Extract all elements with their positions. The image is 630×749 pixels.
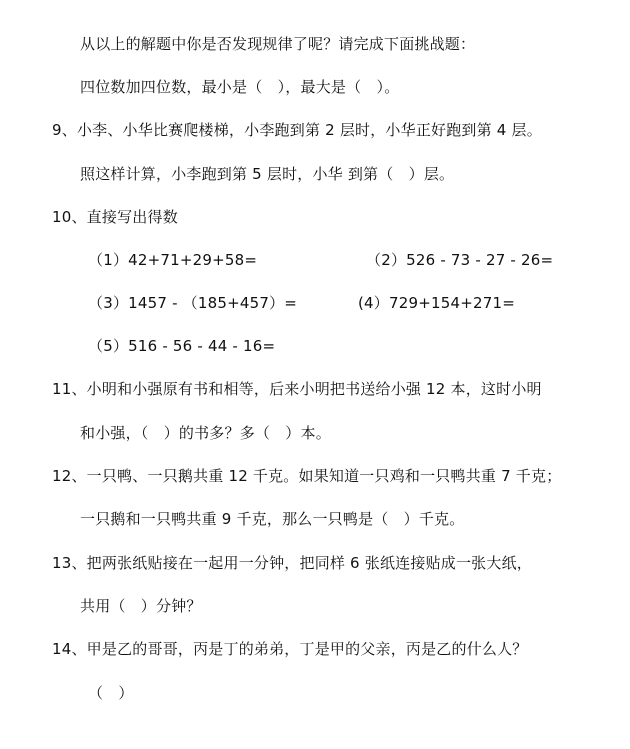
- challenge-question: 四位数加四位数，最小是（ ），最大是（ ）。: [80, 78, 400, 96]
- calc-item-4: (4）729+154+271=: [358, 294, 515, 312]
- question-12-line-2: 一只鹅和一只鸭共重 9 千克，那么一只鸭是（ ）千克。: [80, 510, 465, 528]
- question-9-line-1: 9、小李、小华比赛爬楼梯，小李跑到第 2 层时，小华正好跑到第 4 层。: [52, 121, 542, 139]
- question-10-title: 10、直接写出得数: [52, 208, 178, 226]
- question-14-line-1: 14、甲是乙的哥哥，丙是丁的弟弟，丁是甲的父亲，丙是乙的什么人？: [52, 640, 528, 658]
- intro-text: 从以上的解题中你是否发现规律了呢？请完成下面挑战题：: [80, 35, 476, 53]
- question-11-line-2: 和小强，（ ）的书多？多（ ）本。: [80, 424, 331, 442]
- calc-item-1: （1）42+71+29+58=: [88, 251, 258, 269]
- calc-item-3: （3）1457 - （185+457）=: [88, 294, 298, 312]
- question-11-line-1: 11、小明和小强原有书和相等，后来小明把书送给小强 12 本，这时小明: [52, 380, 542, 398]
- question-12-line-1: 12、一只鸭、一只鹅共重 12 千克。如果知道一只鸡和一只鸭共重 7 千克；: [52, 467, 562, 485]
- question-14-answer-blank: （ ）: [88, 684, 134, 702]
- question-13-line-1: 13、把两张纸贴接在一起用一分钟，把同样 6 张纸连接贴成一张大纸，: [52, 554, 532, 572]
- question-13-line-2: 共用（ ）分钟？: [80, 597, 202, 615]
- calc-item-2: （2）526 - 73 - 27 - 26=: [366, 251, 554, 269]
- question-9-line-2: 照这样计算，小李跑到第 5 层时，小华 到第（ ）层。: [80, 165, 455, 183]
- calc-item-5: （5）516 - 56 - 44 - 16=: [88, 337, 276, 355]
